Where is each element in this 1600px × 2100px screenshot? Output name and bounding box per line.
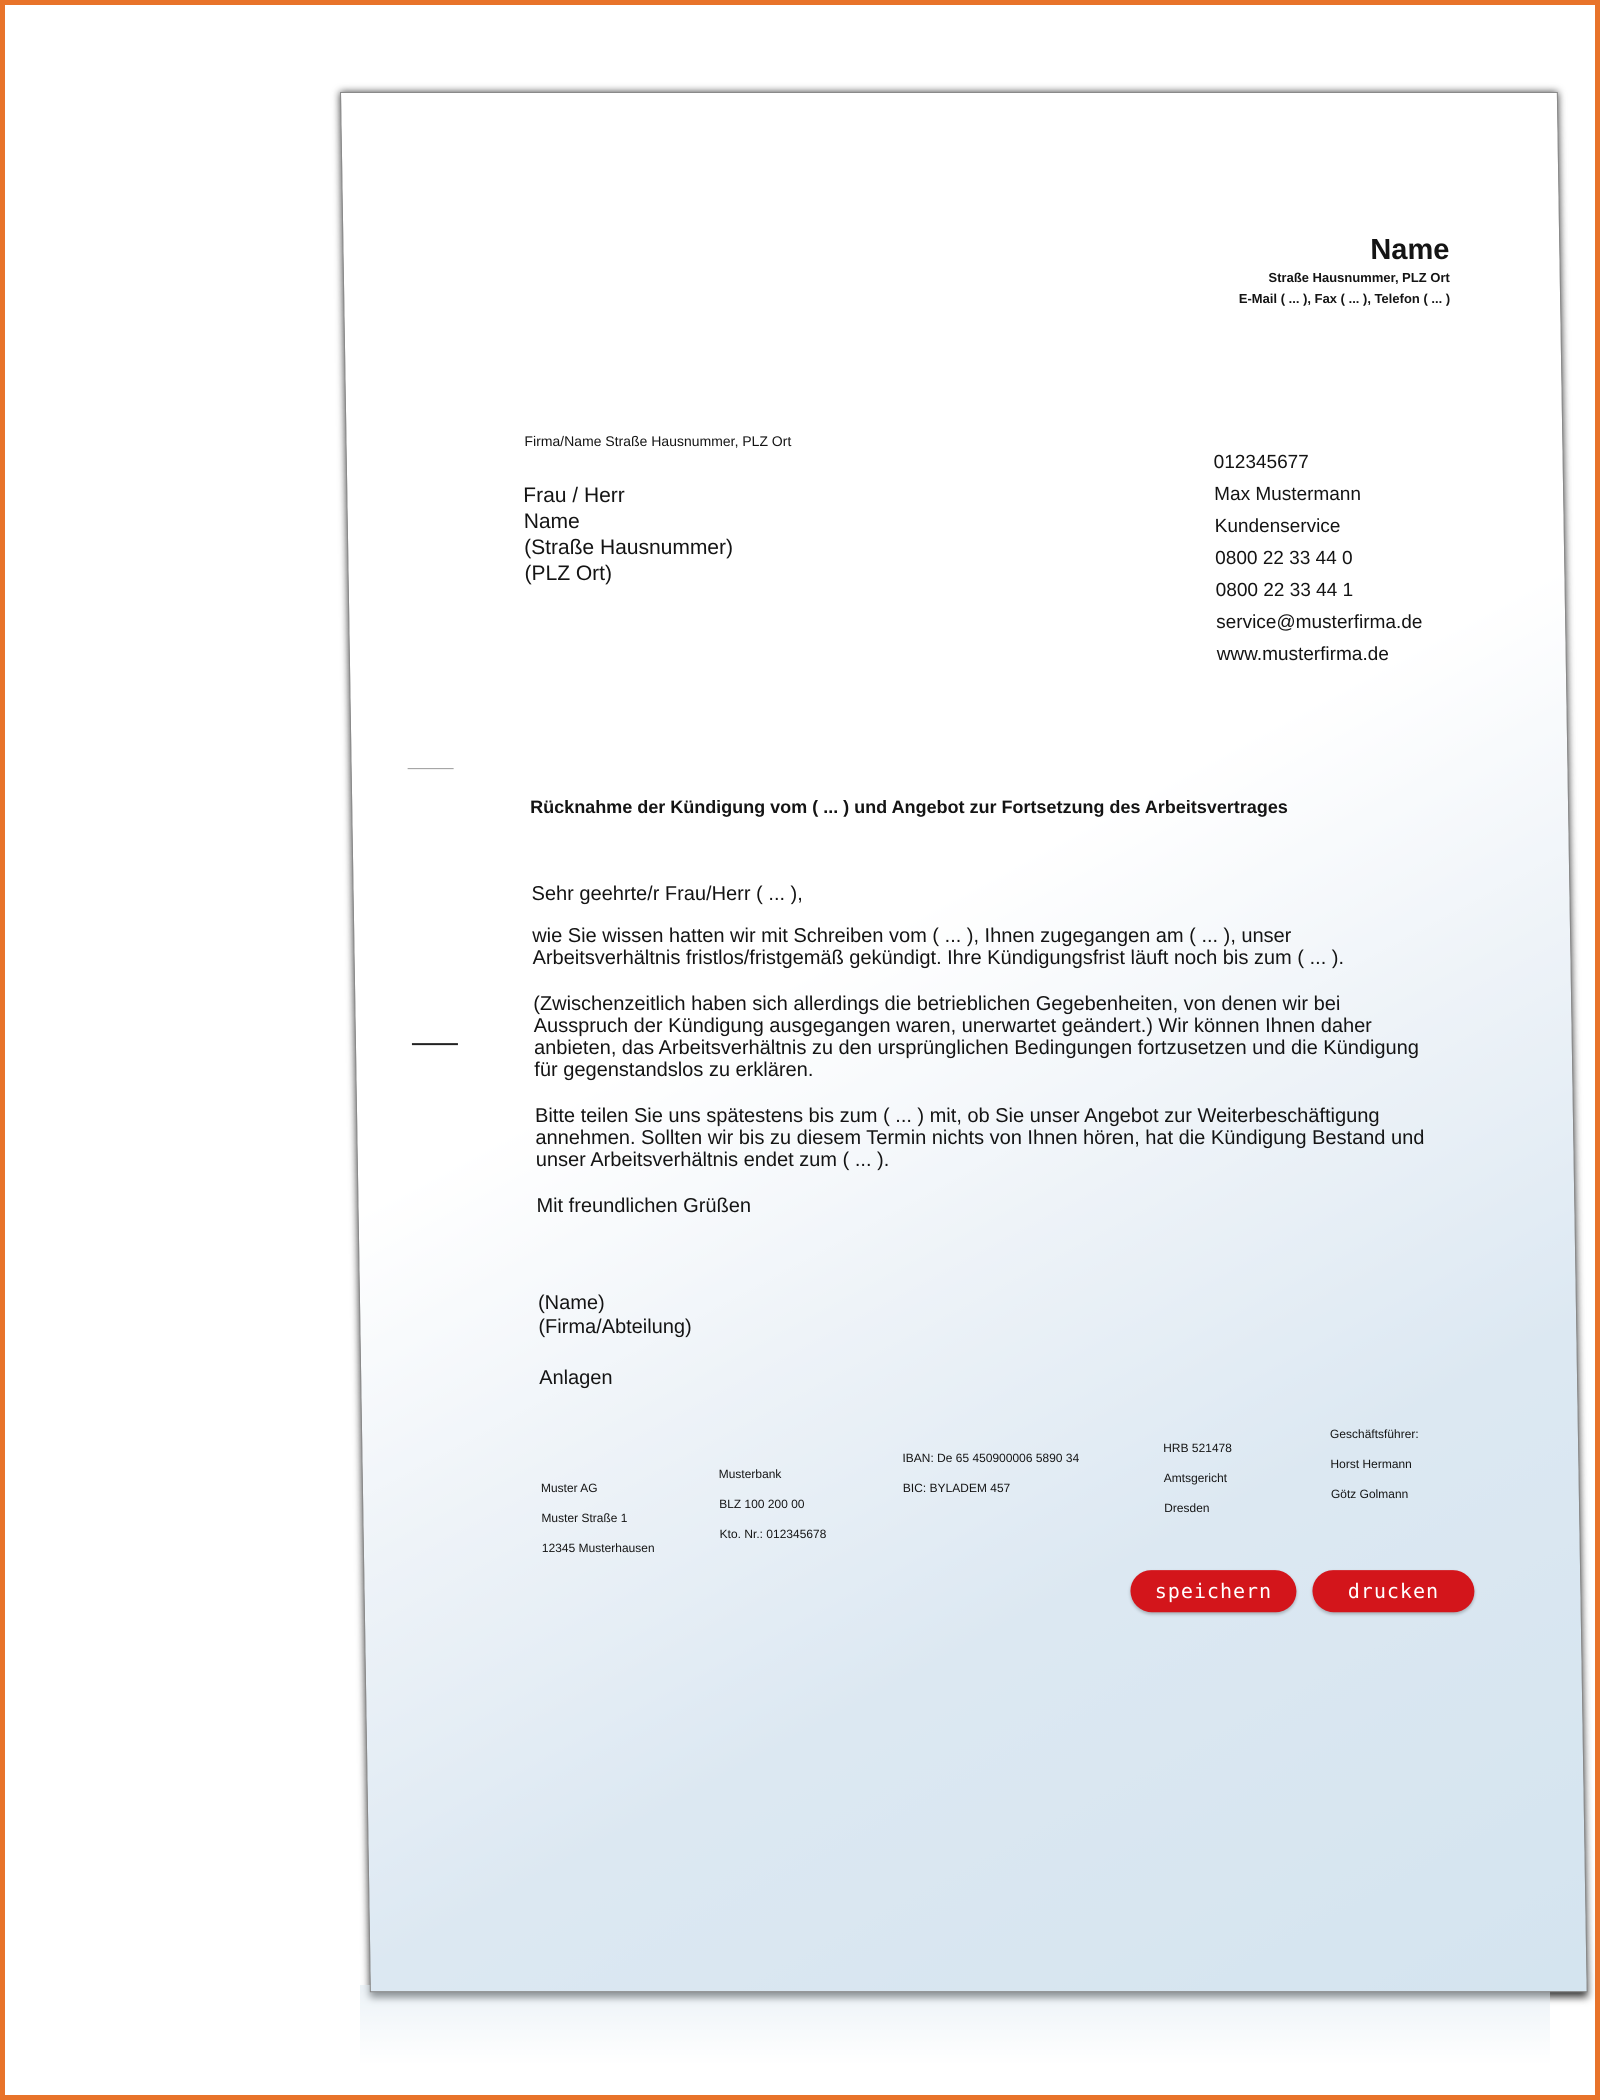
print-button[interactable]: drucken	[1312, 1570, 1475, 1612]
footer-company	[541, 1473, 655, 1563]
greeting: Sehr geehrte/r Frau/Herr ( ... ),	[531, 883, 803, 906]
letter-subject: Rücknahme der Kündigung vom ( ... ) und Angebot zur Fortsetzung des Arbeitsvertrages	[530, 797, 1289, 818]
contact-department: Kundenservice	[1214, 516, 1341, 538]
contact-fax: 0800 22 33 44 1	[1215, 580, 1354, 602]
fold-mark	[408, 768, 454, 769]
sender-name: Name	[1370, 234, 1450, 267]
footer-management	[1330, 1419, 1420, 1509]
closing: Mit freundlichen Grüßen	[536, 1195, 752, 1218]
recipient-salutation: Frau / Herr	[523, 484, 625, 508]
footer-management-line: Götz Golmann	[1330, 1487, 1409, 1502]
contact-web: www.musterfirma.de	[1216, 644, 1389, 666]
reference-number: 012345677	[1213, 452, 1309, 474]
letter-page	[340, 92, 1588, 1992]
footer-register-line: Dresden	[1164, 1501, 1210, 1516]
footer-bank-line: Musterbank	[718, 1467, 782, 1482]
punch-mark	[412, 1043, 458, 1045]
recipient-block	[523, 483, 733, 587]
footer-management-line: Horst Hermann	[1330, 1457, 1412, 1472]
footer-company-line: 12345 Musterhausen	[541, 1541, 655, 1556]
signature-department: (Firma/Abteilung)	[538, 1316, 692, 1339]
page-reflection	[360, 1985, 1550, 2065]
save-button[interactable]: speichern	[1130, 1570, 1297, 1612]
footer-register-line: Amtsgericht	[1163, 1471, 1228, 1486]
recipient-city: (PLZ Ort)	[524, 562, 613, 586]
footer-bank-line: BLZ 100 200 00	[719, 1497, 805, 1512]
signature-name: (Name)	[537, 1292, 605, 1315]
contact-person: Max Mustermann	[1214, 484, 1362, 506]
contact-email: service@musterfirma.de	[1216, 612, 1423, 634]
footer-bank-line: Kto. Nr.: 012345678	[719, 1527, 827, 1542]
footer-iban	[902, 1443, 1080, 1503]
return-address: Firma/Name Straße Hausnummer, PLZ Ort	[524, 433, 792, 450]
footer-bank	[718, 1459, 826, 1549]
sender-block	[1238, 233, 1451, 309]
footer-iban-line: IBAN: De 65 450900006 5890 34	[902, 1451, 1080, 1466]
paragraph-1: wie Sie wissen hatten wir mit Schreiben vom ( ... ), Ihnen zugegangen am ( ... ), unser Arbeitsverhältnis fristlos/fristgemäß gekündigt. Ihre Kündigungsfrist läuft noch bis zum ( ... ).	[532, 925, 1345, 970]
sender-address: Straße Hausnummer, PLZ Ort	[1268, 270, 1450, 286]
contact-phone: 0800 22 33 44 0	[1215, 548, 1353, 570]
paragraph-3: Bitte teilen Sie uns spätestens bis zum ( ... ) mit, ob Sie unser Angebot zur Weiterbeschäftigung annehmen. Sollten wir bis zu diesem Termin nichts von Ihnen hören, hat die Kündigung Bestand und unser Arbeitsverhältnis endet zum ( ... ).	[534, 1105, 1425, 1172]
footer-management-line: Geschäftsführer:	[1329, 1427, 1419, 1442]
recipient-name: Name	[523, 510, 580, 534]
contact-info-block	[1213, 447, 1423, 671]
sender-contact: E-Mail ( ... ), Fax ( ... ), Telefon ( ... )	[1238, 291, 1451, 307]
paragraph-2: (Zwischenzeitlich haben sich allerdings die betrieblichen Gegebenheiten, von denen wir bei Ausspruch der Kündigung ausgegangen waren, unerwartet geändert.) Wir können Ihnen daher anbieten, das Arbeitsverhältnis zu den ursprünglichen Bedingungen fortzusetzen und die Kündigung für gegenstandslos zu erklären.	[533, 993, 1420, 1082]
footer-company-line: Muster AG	[540, 1481, 598, 1496]
letter-footer	[540, 1427, 1442, 1603]
footer-register	[1163, 1433, 1233, 1523]
recipient-street: (Straße Hausnummer)	[523, 536, 734, 560]
attachments-label: Anlagen	[539, 1367, 613, 1390]
footer-company-line: Muster Straße 1	[541, 1511, 628, 1526]
footer-bic-line: BIC: BYLADEM 457	[902, 1481, 1011, 1496]
footer-register-line: HRB 521478	[1163, 1441, 1233, 1456]
letter-body	[531, 883, 1439, 1389]
signature-block	[538, 1291, 1439, 1339]
